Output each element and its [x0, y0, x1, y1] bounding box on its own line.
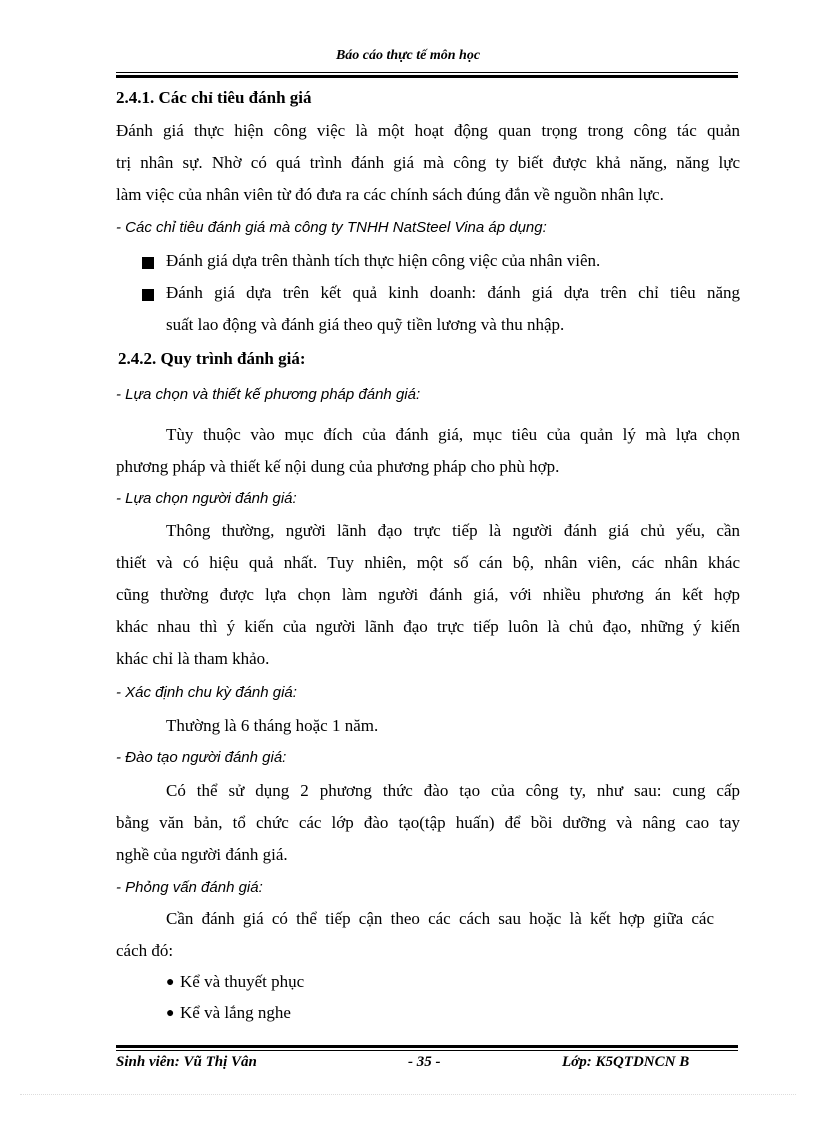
paragraph-line: Cần đánh giá có thể tiếp cận theo các cách sau hoặc là kết hợp giữa các: [166, 909, 714, 928]
bullet-item: Đánh giá dựa trên thành tích thực hiện công việc của nhân viên.: [166, 251, 601, 270]
footer-class: Lớp: K5QTDNCN B: [562, 1054, 690, 1070]
list-item: Kể và lắng nghe: [180, 1003, 291, 1022]
paragraph-line: trị nhân sự. Nhờ có quá trình đánh giá mà công ty biết được khả năng, năng lực: [116, 153, 740, 172]
square-bullet-icon: [142, 289, 154, 301]
subheading-training: - Đào tạo người đánh giá:: [116, 749, 287, 766]
paragraph-line: Có thể sử dụng 2 phương thức đào tạo của công ty, như sau: cung cấp: [166, 781, 740, 800]
footer-student: Sinh viên: Vũ Thị Vân: [116, 1054, 257, 1070]
paragraph-line: khác nhau thì ý kiến của người lãnh đạo trực tiếp luôn là chủ đạo, những ý kiến: [116, 617, 740, 636]
paragraph-line: cũng thường được lựa chọn làm người đánh giá, với nhiều phương án kết hợp: [116, 585, 740, 604]
square-bullet-icon: [142, 257, 154, 269]
subheading-evaluator: - Lựa chọn người đánh giá:: [116, 490, 297, 507]
header-title: Báo cáo thực tế môn học: [335, 48, 481, 63]
paragraph-line: Thông thường, người lãnh đạo trực tiếp là người đánh giá chủ yếu, cần: [166, 521, 740, 540]
paragraph-line: khác chỉ là tham khảo.: [116, 649, 270, 668]
list-item: Kể và thuyết phục: [180, 972, 305, 991]
paragraph-line: Tùy thuộc vào mục đích của đánh giá, mục tiêu của quản lý mà lựa chọn: [166, 425, 740, 444]
paragraph-line: cách đó:: [116, 941, 174, 960]
subheading-method: - Lựa chọn và thiết kế phương pháp đánh giá:: [116, 386, 421, 403]
paragraph-line: Thường là 6 tháng hoặc 1 năm.: [166, 716, 379, 735]
paragraph-line: bằng văn bản, tổ chức các lớp đào tạo(tập huấn) để bồi dưỡng và nâng cao tay: [116, 813, 740, 832]
criteria-intro: - Các chỉ tiêu đánh giá mà công ty TNHH NatSteel Vina áp dụng:: [116, 219, 547, 236]
paragraph-line: làm việc của nhân viên từ đó đưa ra các chính sách đúng đắn về nguồn nhân lực.: [116, 185, 664, 204]
heading-2-4-1: 2.4.1. Các chỉ tiêu đánh giá: [116, 88, 312, 107]
heading-2-4-2: 2.4.2. Quy trình đánh giá:: [118, 349, 306, 368]
page-edge-divider: [20, 1094, 796, 1095]
paragraph-line: thiết và có hiệu quả nhất. Tuy nhiên, một số cán bộ, nhân viên, các nhân khác: [116, 553, 740, 572]
bullet-dot-icon: ●: [166, 1006, 175, 1021]
paragraph-line: phương pháp và thiết kế nội dung của phương pháp cho phù hợp.: [116, 457, 560, 476]
subheading-cycle: - Xác định chu kỳ đánh giá:: [116, 684, 297, 701]
paragraph-line: nghề của người đánh giá.: [116, 845, 288, 864]
footer-page-number: - 35 -: [408, 1054, 441, 1070]
subheading-interview: - Phỏng vấn đánh giá:: [116, 879, 263, 896]
footer-rule-thin: [116, 1050, 738, 1051]
bullet-item-continuation: suất lao động và đánh giá theo quỹ tiền lương và thu nhập.: [166, 315, 565, 334]
bullet-item: Đánh giá dựa trên kết quả kinh doanh: đánh giá dựa trên chỉ tiêu năng: [166, 283, 740, 302]
bullet-dot-icon: ●: [166, 975, 175, 990]
paragraph-line: Đánh giá thực hiện công việc là một hoạt động quan trọng trong công tác quản: [116, 121, 740, 140]
header-rule-thick: [116, 75, 738, 78]
header-rule-thin: [116, 72, 738, 73]
footer-rule-thick: [116, 1045, 738, 1048]
